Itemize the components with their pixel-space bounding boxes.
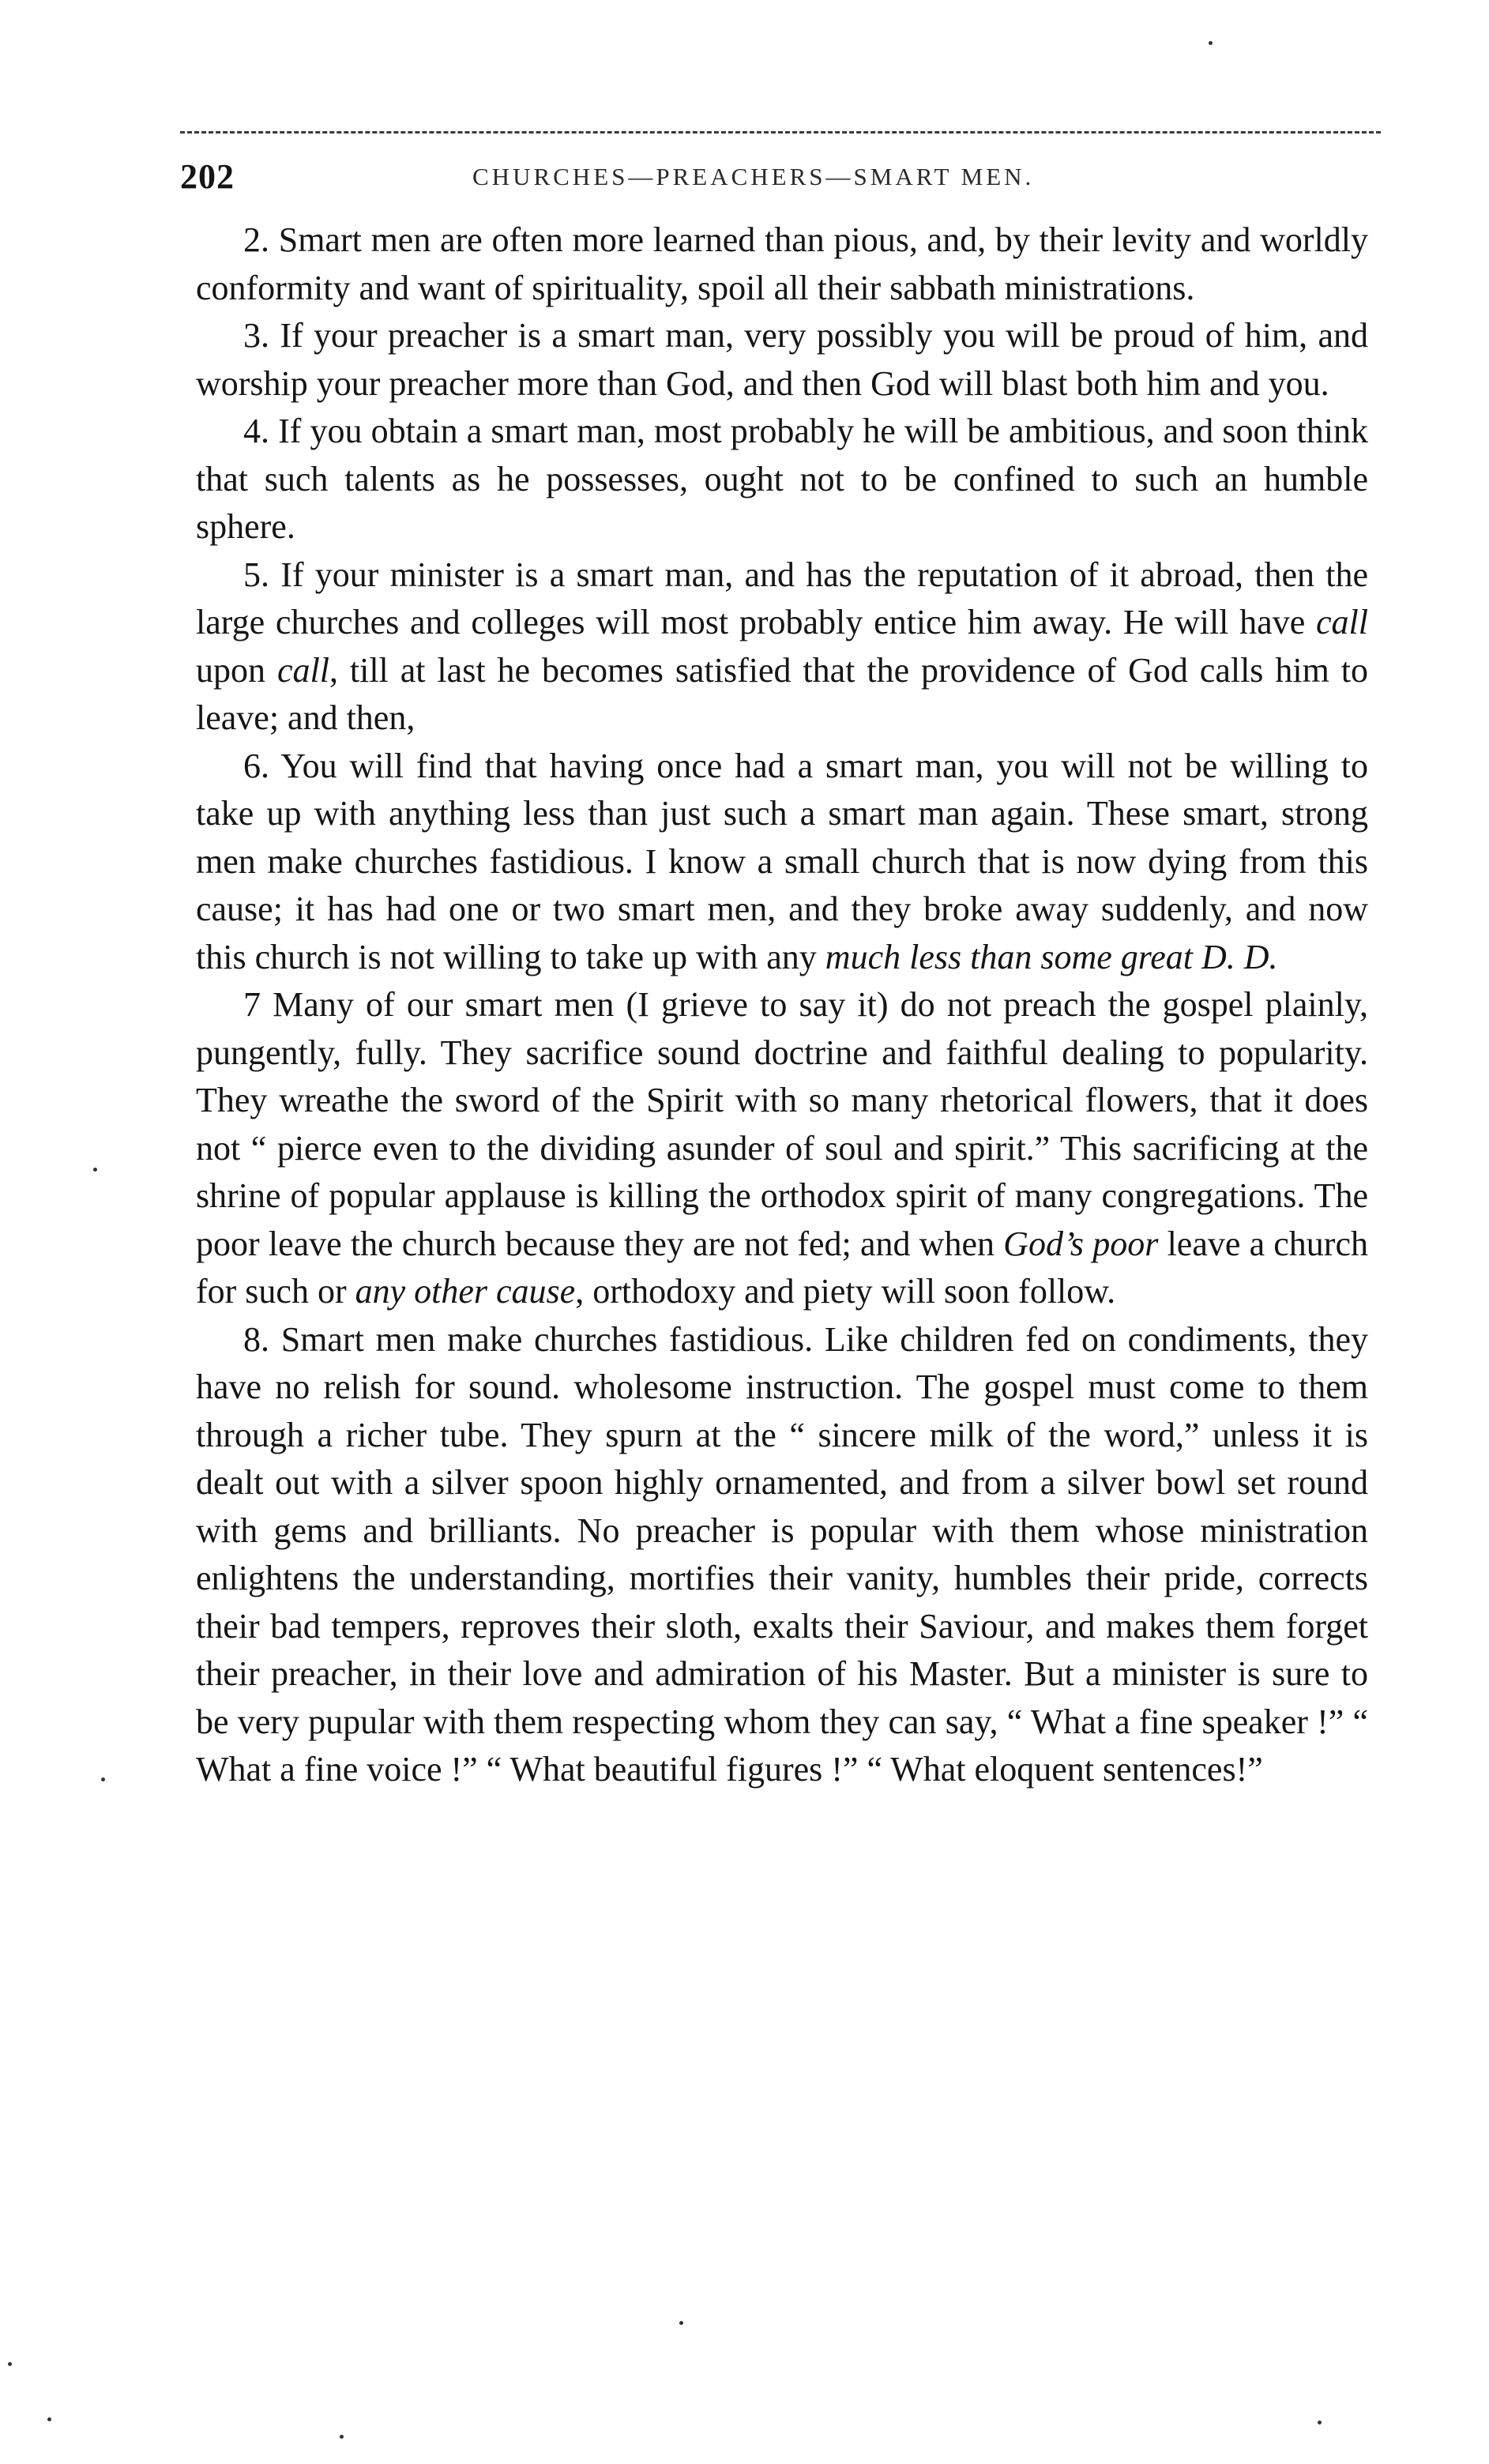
ink-speck bbox=[340, 2435, 344, 2439]
ink-speck bbox=[679, 2321, 683, 2325]
running-head: CHURCHES—PREACHERS—SMART MEN. bbox=[472, 163, 1035, 190]
paragraph-2: 2. Smart men are often more learned than pious, and, by their levity and worldly conformity and want of spirituality, spoil all their sabbath ministrations. bbox=[196, 220, 1368, 307]
paragraph-7-text: , orthodoxy and piety will soon follow. bbox=[575, 1272, 1116, 1311]
paragraph-5 bbox=[196, 551, 1368, 743]
paragraph-4: 4. If you obtain a smart man, most probably he will be ambitious, and soon think that such talents as he possesses, ought not to be confined to such an humble sphere. bbox=[196, 412, 1368, 546]
page-number: 202 bbox=[180, 157, 235, 196]
ink-speck bbox=[8, 2362, 12, 2366]
ink-speck bbox=[1209, 41, 1213, 45]
paragraph-5-text: , till at last he becomes satisfied that the providence of God calls him to leave; and then, bbox=[196, 650, 1369, 737]
body-text bbox=[196, 216, 1368, 1794]
ink-speck bbox=[1318, 2421, 1322, 2425]
paragraph-3: 3. If your preacher is a smart man, very possibly you will be proud of him, and worship your preacher more than God, and then God will blast both him and you. bbox=[196, 316, 1368, 403]
header-rule bbox=[180, 131, 1381, 134]
paragraph-8: 8. Smart men make churches fastidious. Like children fed on condiments, they have no relish for sound. wholesome instruction. The gospel must come to them through a richer tube. They spurn at the “ sincere milk of the word,” unless it is dealt out with a silver spoon highly ornamented, and from a silver bowl set round with gems and brilliants. No preacher is popular with them whose ministration enlightens the understanding, mortifies their vanity, humbles their pride, corrects their bad tempers, reproves their sloth, exalts their Saviour, and makes them forget their preacher, in their love and admiration of his Master. But a minister is sure to be very pupular with them respecting whom they can say, “ What a fine speaker !” “ What a fine voice !” “ What beautiful figures !” “ What eloquent sentences!” bbox=[196, 1319, 1368, 1789]
italic-call: call bbox=[276, 650, 329, 690]
paragraph-6-text: 6. You will find that having once had a smart man, you will not be willing to take up with anything less than just such a smart man again. These smart, strong men make churches fastidious. I know a small church that is now dying from this cause; it has had one or two smart men, and they broke away suddenly, and now this church is not willing to take up with any bbox=[196, 746, 1368, 976]
italic-call: call bbox=[1316, 603, 1368, 641]
paragraph-7-text: leave a church for such or bbox=[196, 1224, 1368, 1311]
paragraph-7-text: 7 Many of our smart men (I grieve to say it) do not preach the gospel plainly, pungently, fully. They sacrifice sound doctrine and faithful dealing to popularity. They wreathe the sword of the Spirit with so many rhetorical flowers, that it does not “ pierce even to the dividing asunder of soul and spirit.” This sacrificing at the shrine of popular applause is killing the orthodox spirit of many congregations. The poor leave the church because they are not fed; and when bbox=[196, 985, 1368, 1263]
ink-speck bbox=[47, 2417, 51, 2421]
paragraph-5-text: 5. If your minister is a smart man, and has the reputation of it abroad, then the large churches and colleges will most probably entice him away. He will have bbox=[196, 555, 1368, 641]
ink-speck bbox=[93, 1168, 97, 1172]
italic-any-other-cause: any other cause bbox=[355, 1272, 576, 1311]
paragraph-7 bbox=[196, 981, 1368, 1316]
italic-great-dd: much less than some great D. D. bbox=[825, 937, 1278, 976]
page-header bbox=[180, 156, 1381, 204]
italic-gods-poor: God’s poor bbox=[1003, 1224, 1159, 1263]
ink-speck bbox=[101, 1777, 105, 1781]
paragraph-6 bbox=[196, 743, 1368, 982]
paragraph-5-text: upon bbox=[196, 650, 277, 690]
